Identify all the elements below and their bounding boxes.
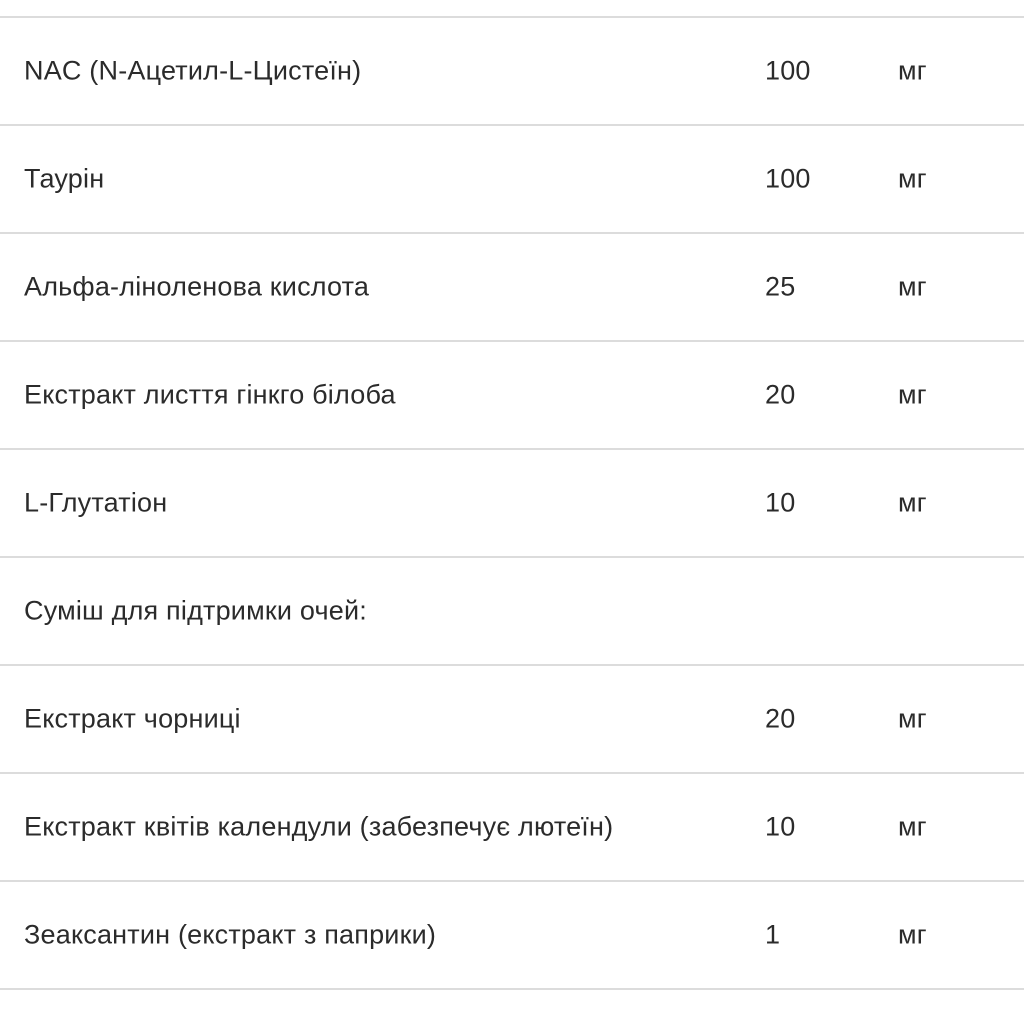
table-row xyxy=(0,0,1024,18)
table-row xyxy=(0,342,1024,450)
ingredient-amount: 10 xyxy=(765,811,796,842)
ingredient-unit: мг xyxy=(898,811,927,842)
ingredient-unit: мг xyxy=(898,703,927,734)
table-row xyxy=(0,666,1024,774)
ingredient-amount: 25 xyxy=(765,271,796,302)
ingredient-name: Екстракт квітів календули (забезпечує лютеїн) xyxy=(24,811,614,842)
ingredient-unit: мг xyxy=(898,379,927,410)
table-row xyxy=(0,126,1024,234)
table-row-section xyxy=(0,558,1024,666)
ingredient-name: L-Глутатіон xyxy=(24,487,168,518)
ingredient-unit: мг xyxy=(898,271,927,302)
ingredient-name: Таурін xyxy=(24,163,105,194)
ingredient-amount: 100 xyxy=(765,55,811,86)
ingredient-amount: 20 xyxy=(765,703,796,734)
ingredient-name: Зеаксантин (екстракт з паприки) xyxy=(24,919,437,950)
ingredient-unit: мг xyxy=(898,487,927,518)
ingredient-amount: 100 xyxy=(765,163,811,194)
ingredient-amount: 10 xyxy=(765,487,796,518)
ingredient-amount: 20 xyxy=(765,379,796,410)
ingredient-amount: 1 xyxy=(765,919,781,950)
ingredient-unit: мг xyxy=(898,163,927,194)
section-heading: Суміш для підтримки очей: xyxy=(24,595,367,626)
ingredient-name: Альфа-ліноленова кислота xyxy=(24,271,370,302)
table-row xyxy=(0,18,1024,126)
ingredient-name: NAC (N-Ацетил-L-Цистеїн) xyxy=(24,55,362,86)
ingredient-unit: мг xyxy=(898,55,927,86)
table-row xyxy=(0,234,1024,342)
table-row xyxy=(0,882,1024,990)
table-row xyxy=(0,774,1024,882)
ingredient-unit: мг xyxy=(898,919,927,950)
ingredient-name: Екстракт лисття гінкго білоба xyxy=(24,379,396,410)
ingredient-name: Екстракт чорниці xyxy=(24,703,241,734)
table-row xyxy=(0,450,1024,558)
